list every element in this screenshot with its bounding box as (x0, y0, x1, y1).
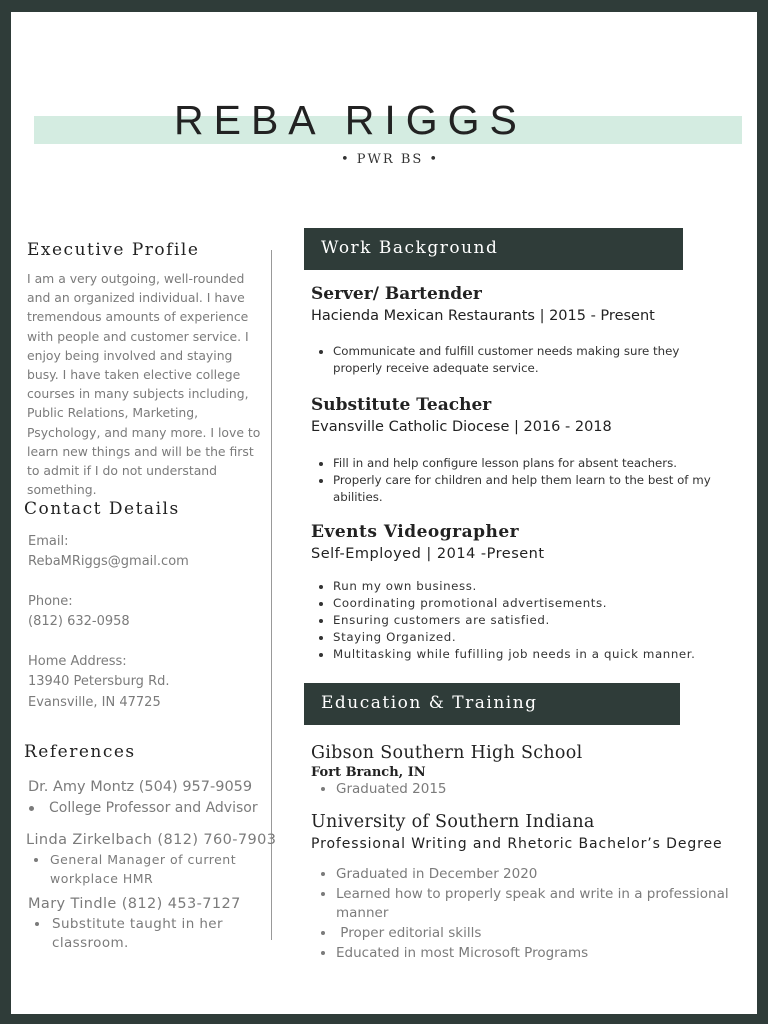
job-1-place: Hacienda Mexican Restaurants | 2015 - Present (311, 308, 655, 324)
reference-3-note-line-1: Substitute taught in her (52, 916, 223, 932)
email-value: RebaMRiggs@gmail.com (28, 554, 189, 569)
list-item: • Ensuring customers are satisfied. (333, 612, 696, 629)
resume-page (11, 12, 757, 1014)
bullet-dot (29, 806, 34, 811)
list-item: • Learned how to properly speak and write in a professional manner (336, 885, 729, 924)
list-item: • Staying Organized. (333, 629, 696, 646)
reference-2-note-line-2: workplace HMR (50, 871, 154, 886)
bullet-dot (34, 858, 38, 862)
job-2-place: Evansville Catholic Diocese | 2016 - 2018 (311, 419, 612, 435)
executive-profile-heading: Executive Profile (27, 240, 200, 260)
list-item: • Coordinating promotional advertisements. (333, 595, 696, 612)
job-2-bullets (311, 455, 711, 506)
education-heading: Education & Training (321, 693, 538, 713)
reference-2-name: Linda Zirkelbach (812) 760-7903 (26, 832, 277, 848)
list-item: • Communicate and fulfill customer needs making sure they properly receive adequate service. (333, 343, 679, 377)
list-item: • Run my own business. (333, 578, 696, 595)
reference-1-name: Dr. Amy Montz (504) 957-9059 (28, 779, 253, 795)
address-line-1: 13940 Petersburg Rd. (28, 674, 170, 689)
contact-details-heading: Contact Details (24, 499, 180, 519)
school-2-degree: Professional Writing and Rhetoric Bachelor’s Degree (311, 836, 723, 852)
job-2-title: Substitute Teacher (311, 395, 492, 415)
bullet-dot (35, 922, 39, 926)
reference-2-note-line-1: General Manager of current (50, 852, 237, 867)
job-3-place: Self-Employed | 2014 -Present (311, 546, 545, 562)
list-item: • Multitasking while fufilling job needs in a quick manner. (333, 646, 696, 663)
list-item: • Graduated 2015 (336, 780, 447, 800)
job-3-title: Events Videographer (311, 522, 520, 542)
credential-line: • PWR BS • (341, 152, 440, 167)
list-item: • Properly care for children and help them learn to the best of my abilities. (333, 472, 711, 506)
job-1-title: Server/ Bartender (311, 284, 482, 304)
school-2-bullets (311, 865, 729, 964)
email-label: Email: (28, 534, 69, 549)
school-1-location: Fort Branch, IN (311, 765, 426, 780)
list-item: • Fill in and help configure lesson plans for absent teachers. (333, 455, 711, 472)
executive-profile-text: I am a very outgoing, well-rounded and an organized individual. I have tremendous amounts of experience with people and customer service. I enjoy being involved and staying busy. I have taken elective college courses in many subjects including, Public Relations, Marketing, Psychology, and many more. I love to learn new things and will be the first to admit if I do not understand something. (27, 271, 261, 498)
references-heading: References (24, 742, 136, 762)
school-2-name: University of Southern Indiana (311, 812, 595, 832)
job-3-bullets (311, 578, 696, 663)
job-1-bullets (311, 343, 679, 377)
phone-label: Phone: (28, 594, 73, 609)
reference-3-note-line-2: classroom. (52, 935, 129, 951)
list-item: • Educated in most Microsoft Programs (336, 944, 729, 964)
school-1-bullets (311, 780, 447, 800)
list-item: • Proper editorial skills (336, 924, 729, 944)
reference-3-name: Mary Tindle (812) 453-7127 (28, 896, 241, 912)
resume-name: REBA RIGGS (174, 97, 527, 143)
reference-1-note: College Professor and Advisor (49, 800, 258, 816)
work-background-heading: Work Background (321, 238, 499, 258)
phone-value: (812) 632-0958 (28, 614, 130, 629)
address-label: Home Address: (28, 654, 127, 669)
list-item: • Graduated in December 2020 (336, 865, 729, 885)
address-line-2: Evansville, IN 47725 (28, 695, 161, 710)
school-1-name: Gibson Southern High School (311, 743, 583, 763)
